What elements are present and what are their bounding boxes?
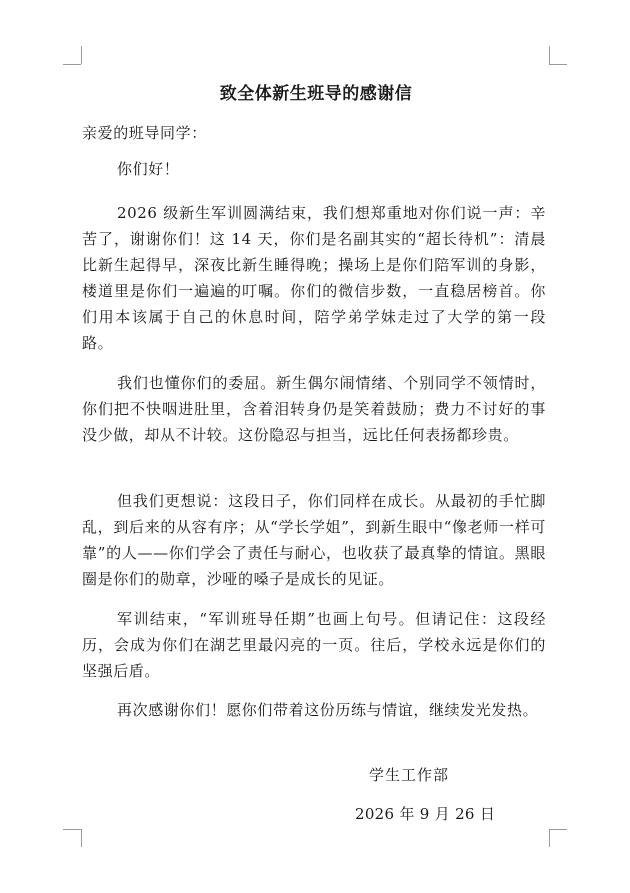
crop-mark-top-left-v <box>81 46 82 64</box>
crop-mark-bottom-left-h <box>63 829 81 830</box>
crop-mark-top-right-v <box>549 46 550 64</box>
letter-paragraph-2: 我们也懂你们的委屈。新生偶尔闹情绪、个别同学不领情时，你们把不快咽进肚里，含着泪转身仍是笑着鼓励；费力不讨好的事没少做，却从不计较。这份隐忍与担当，远比任何表扬都珍贵。 <box>82 374 546 444</box>
letter-paragraph-3: 但我们更想说：这段日子，你们同样在成长。从最初的手忙脚乱，到后来的从容有序；从“学长学姐”，到新生眼中“像老师一样可靠”的人——你们学会了责任与耐心，也收获了最真挚的情谊。黑眼圈是你们的勋章，沙哑的嗓子是成长的见证。 <box>82 492 546 588</box>
letter-paragraph-1: 2026 级新生军训圆满结束，我们想郑重地对你们说一声：辛苦了，谢谢你们！这 14 天，你们是名副其实的“超长待机”：清晨比新生起得早，深夜比新生睡得晚；操场上是你们陪军训的身影，楼道里是你们一遍遍的叮嘱。你们的微信步数，一直稳居榜首。你们用本该属于自己的休息时间，陪学弟学妹走过了大学的第一段路。 <box>82 204 546 352</box>
letter-title: 致全体新生班导的感谢信 <box>219 84 413 104</box>
signature-department: 学生工作部 <box>369 766 450 784</box>
crop-mark-bottom-right-v <box>549 829 550 847</box>
letter-greeting: 亲爱的班导同学： <box>82 124 207 142</box>
crop-mark-top-right-h <box>549 64 567 65</box>
crop-mark-top-left-h <box>63 64 81 65</box>
crop-mark-bottom-left-v <box>81 829 82 847</box>
letter-paragraph-5: 再次感谢你们！愿你们带着这份历练与情谊，继续发光发热。 <box>117 701 539 719</box>
crop-mark-bottom-right-h <box>549 829 567 830</box>
signature-date: 2026 年 9 月 26 日 <box>355 805 496 823</box>
letter-hello: 你们好！ <box>117 160 180 178</box>
letter-paragraph-4: 军训结束，“军训班导任期”也画上句号。但请记住：这段经历，会成为你们在湖艺里最闪亮的一页。往后，学校永远是你们的坚强后盾。 <box>82 610 546 680</box>
